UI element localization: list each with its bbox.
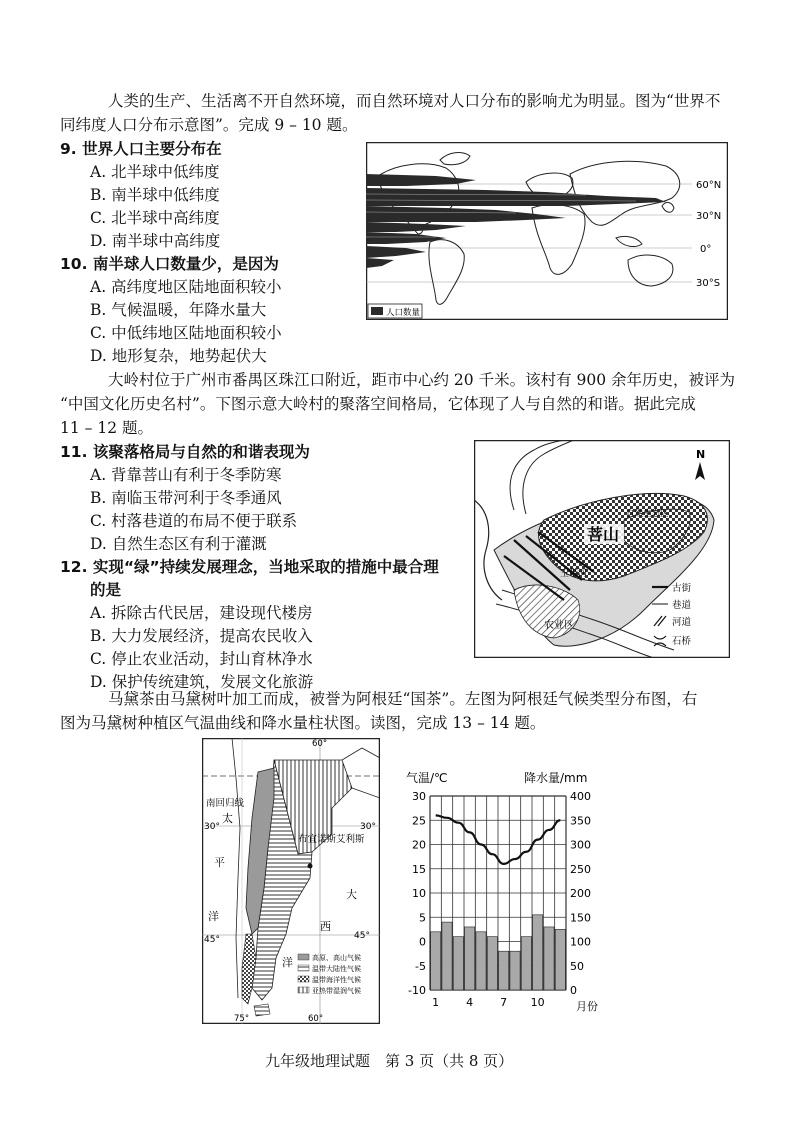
legend-old-street: 古街 — [672, 583, 692, 594]
lat-label-60n: 60°N — [696, 180, 722, 191]
right-tick-label: 0 — [570, 984, 577, 997]
lat-30-right: 30° — [360, 822, 376, 832]
legend-temperate-continental: 温带大陆性气候 — [312, 965, 361, 973]
right-tick-label: 350 — [570, 814, 591, 828]
intro1-line2: 同纬度人口分布示意图”。完成 9 – 10 题。 — [60, 116, 358, 134]
left-tick-label: -10 — [408, 984, 426, 997]
intro2-line3: 11 – 12 题。 — [60, 419, 153, 437]
intro3-line1: 马黛茶由马黛树叶加工而成，被誉为阿根廷“国茶”。左图为阿根廷气候类型分布图，右 — [108, 690, 698, 708]
q12-stem-line2: 的是 — [90, 581, 122, 599]
precip-bar-month-7 — [499, 951, 509, 990]
precip-bar-month-2 — [442, 922, 452, 990]
q10-option-a[interactable]: A. 高纬度地区陆地面积较小 — [90, 278, 282, 296]
q11-stem: 11. 该聚落格局与自然的和谐表现为 — [60, 443, 310, 461]
q10-option-c[interactable]: C. 中低纬地区陆地面积较小 — [90, 324, 282, 342]
q9-stem: 9. 世界人口主要分布在 — [60, 140, 222, 158]
lon-60-bottom: 60° — [308, 1014, 324, 1024]
lat-label-30n: 30°N — [696, 211, 722, 222]
right-tick-label: 50 — [570, 959, 584, 973]
precip-bar-month-10 — [533, 915, 543, 990]
x-axis-label: 月份 — [576, 1000, 598, 1013]
city-buenos-aires-label: 布宜诺斯艾利斯 — [298, 834, 365, 845]
q12-option-b[interactable]: B. 大力发展经济，提高农民收入 — [90, 627, 313, 645]
y-left-axis-label: 气温/℃ — [406, 771, 448, 785]
left-tick-label: 20 — [412, 838, 426, 852]
village-layout-map — [474, 440, 730, 658]
intro3-line2: 图为马黛树种植区气温曲线和降水量柱状图。读图，完成 13 – 14 题。 — [60, 714, 546, 732]
q12-option-d[interactable]: D. 保护传统建筑，发展文化旅游 — [90, 673, 314, 691]
x-tick-label: 7 — [500, 996, 508, 1009]
climate-chart — [396, 764, 606, 1016]
q10-option-d[interactable]: D. 地形复杂，地势起伏大 — [90, 347, 267, 365]
precip-bar-month-9 — [521, 937, 531, 990]
lat-label-30s: 30°S — [696, 278, 721, 289]
intro2-line2: “中国文化历史名村”。下图示意大岭村的聚落空间格局，它体现了人与自然的和谐。据此完成 — [60, 395, 696, 413]
atlantic-char-1: 大 — [346, 888, 357, 901]
x-tick-label: 1 — [432, 996, 440, 1009]
world-population-map — [366, 142, 728, 320]
north-label: N — [696, 448, 706, 461]
precip-bar-month-8 — [510, 951, 520, 990]
lat-label-0: 0° — [700, 244, 712, 255]
q9-option-b[interactable]: B. 南半球中低纬度 — [90, 186, 220, 204]
legend-stone-bridge: 石桥 — [672, 636, 692, 647]
farm-label: 农业区 — [544, 620, 574, 631]
pacific-char-3: 洋 — [208, 910, 219, 923]
left-tick-label: 15 — [412, 862, 426, 876]
precip-bar-month-12 — [555, 929, 565, 990]
x-tick-label: 4 — [466, 996, 474, 1009]
lon-60-top: 60° — [312, 739, 328, 749]
q12-option-a[interactable]: A. 拆除古代民居，建设现代楼房 — [90, 604, 313, 622]
lon-75-bottom: 75° — [234, 1014, 250, 1024]
legend-highland: 高原、高山气候 — [312, 954, 361, 962]
lat-45-left: 45° — [204, 935, 220, 945]
river-label: 玉带河 — [560, 569, 588, 579]
left-tick-label: 5 — [419, 911, 426, 925]
left-tick-label: -5 — [415, 959, 426, 973]
legend-temperate-marine: 温带海洋性气候 — [312, 976, 361, 984]
precip-bar-month-1 — [431, 932, 441, 990]
q12-option-c[interactable]: C. 停止农业活动，封山育林净水 — [90, 650, 313, 668]
intro2-line1: 大岭村位于广州市番禺区珠江口附近，距市中心约 20 千米。该村有 900 余年历史，被评为 — [108, 371, 736, 389]
left-tick-label: 30 — [412, 790, 426, 803]
pacific-char-1: 太 — [222, 812, 233, 825]
right-tick-label: 400 — [570, 790, 591, 803]
precip-bar-month-11 — [544, 927, 554, 990]
atlantic-char-3: 洋 — [282, 956, 293, 969]
eco-zone-label: 自然生态区 — [626, 509, 669, 519]
q11-option-d[interactable]: D. 自然生态区有利于灌溉 — [90, 535, 267, 553]
right-tick-label: 100 — [570, 935, 591, 949]
page-footer: 九年级地理试题 第 3 页（共 8 页） — [265, 1052, 514, 1070]
right-tick-label: 200 — [570, 887, 591, 900]
precip-bar-month-3 — [453, 937, 463, 990]
mountain-label: 菩山 — [587, 525, 620, 544]
right-tick-label: 250 — [570, 862, 591, 876]
lat-45-right: 45° — [354, 931, 370, 941]
lat-30-left: 30° — [204, 822, 220, 832]
q11-option-c[interactable]: C. 村落巷道的布局不便于联系 — [90, 512, 298, 530]
precip-bar-month-5 — [476, 932, 486, 990]
q10-stem: 10. 南半球人口数量少，是因为 — [60, 255, 279, 273]
left-tick-label: 0 — [419, 935, 426, 949]
y-right-axis-label: 降水量/mm — [524, 771, 588, 785]
q9-option-a[interactable]: A. 北半球中低纬度 — [90, 163, 220, 181]
pacific-char-2: 平 — [214, 856, 225, 869]
legend-subtropical-humid: 亚热带湿润气候 — [312, 987, 361, 995]
q10-option-b[interactable]: B. 气候温暖，年降水量大 — [90, 301, 267, 319]
q11-option-a[interactable]: A. 背靠菩山有利于冬季防寒 — [90, 466, 282, 484]
q11-option-b[interactable]: B. 南临玉带河利于冬季通风 — [90, 489, 282, 507]
legend-alley: 巷道 — [672, 600, 692, 611]
atlantic-char-2: 西 — [320, 920, 331, 933]
intro1-line1: 人类的生产、生活离不开自然环境，而自然环境对人口分布的影响尤为明显。图为“世界不 — [108, 92, 721, 110]
q12-stem-line1: 12. 实现“绿”持续发展理念，当地采取的措施中最合理 — [60, 558, 439, 576]
map1-legend-label: 人口数量 — [386, 308, 421, 318]
x-tick-label: 10 — [530, 996, 545, 1009]
legend-channel: 河道 — [672, 617, 692, 628]
precip-bar-month-6 — [487, 937, 497, 990]
left-tick-label: 25 — [412, 814, 426, 828]
q9-option-d[interactable]: D. 南半球中高纬度 — [90, 232, 221, 250]
argentina-climate-map — [202, 738, 380, 1024]
precip-bar-month-4 — [465, 927, 475, 990]
right-tick-label: 300 — [570, 838, 591, 852]
right-tick-label: 150 — [570, 911, 591, 925]
tropic-label: 南回归线 — [206, 798, 245, 809]
left-tick-label: 10 — [412, 887, 426, 900]
q9-option-c[interactable]: C. 北半球中高纬度 — [90, 209, 220, 227]
